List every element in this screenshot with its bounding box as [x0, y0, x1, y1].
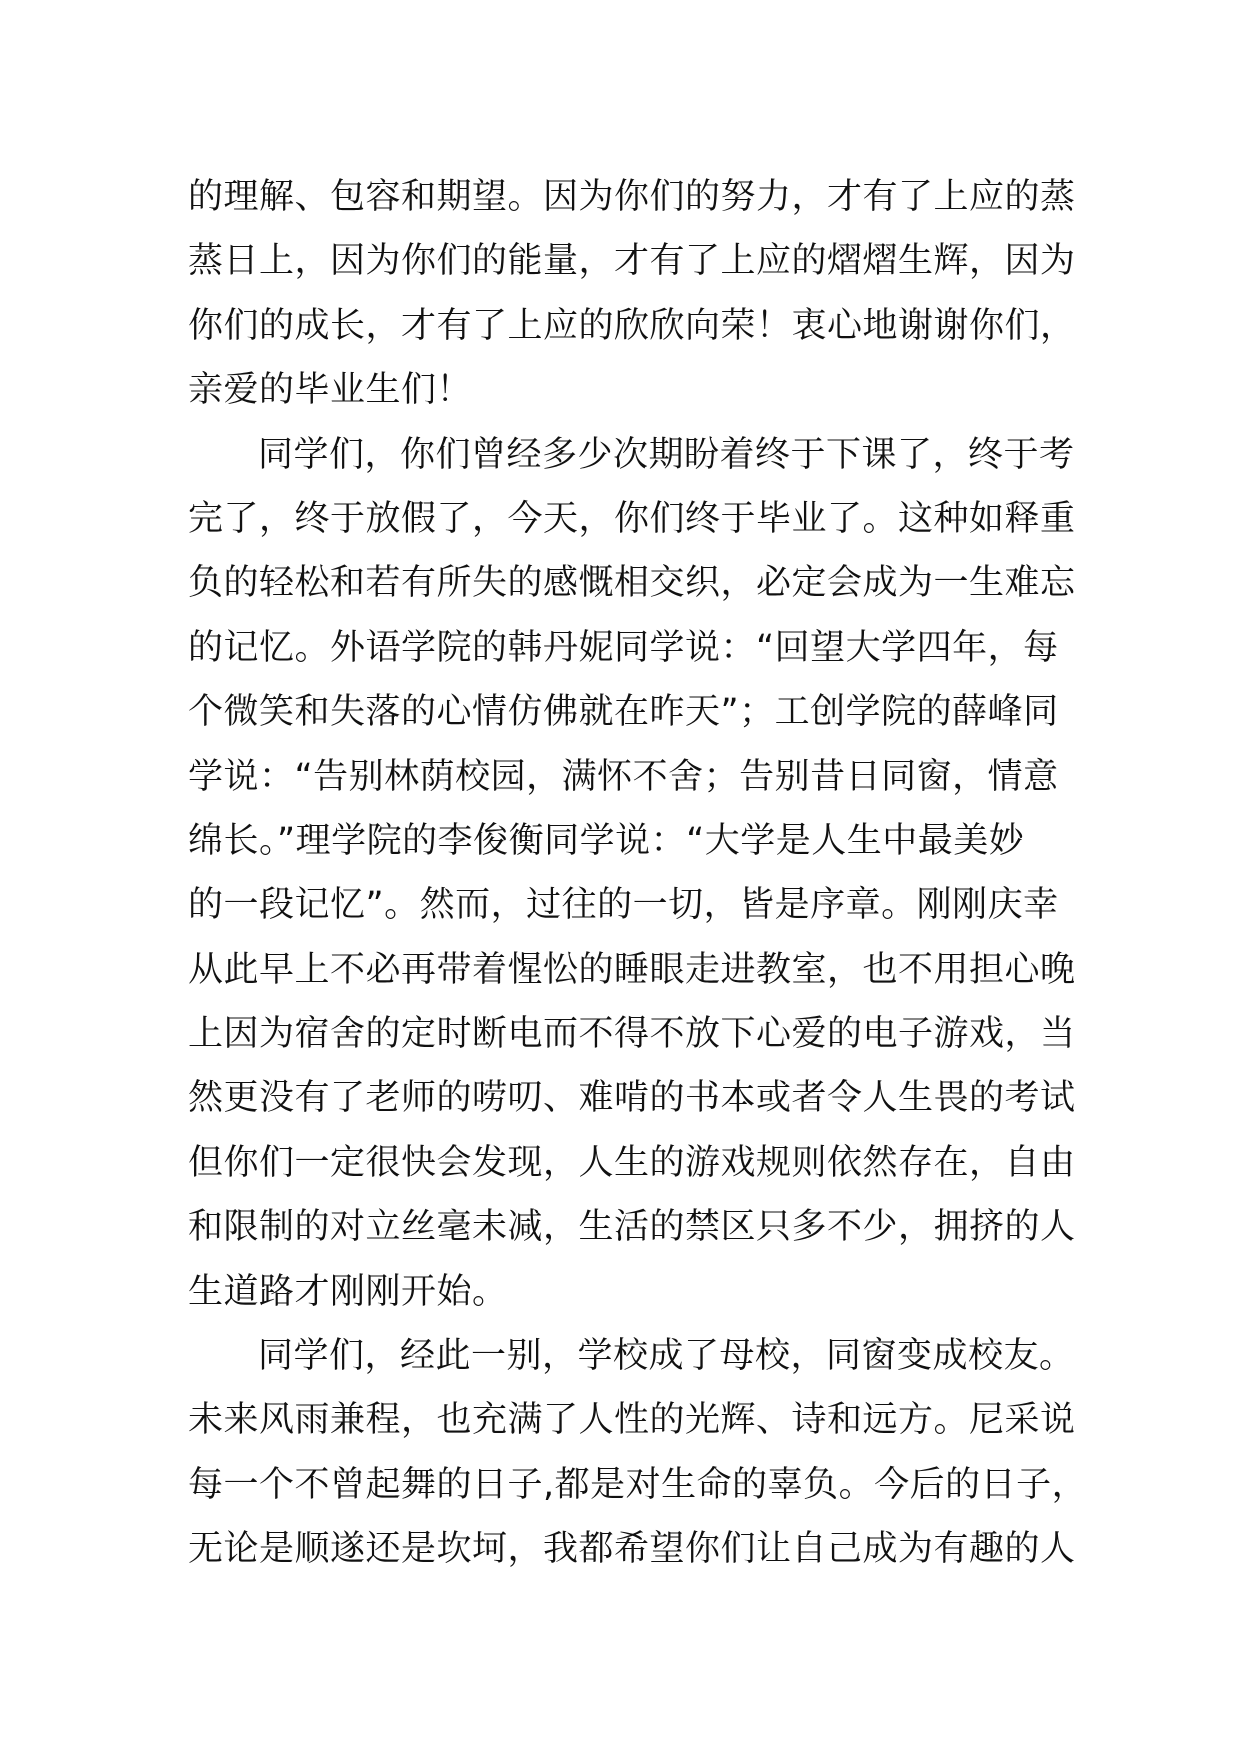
text-line: 学说：“告别林荫校园，满怀不舍；告别昔日同窗，情意: [188, 756, 1059, 797]
text-line: 未来风雨兼程，也充满了人性的光辉、诗和远方。尼采说: [188, 1400, 1076, 1441]
paragraph-first-line: 同学们，你们曾经多少次期盼着终于下课了，终于考: [258, 434, 1075, 475]
text-line: 亲爱的毕业生们！: [188, 370, 473, 411]
text-line: 的记忆。外语学院的韩丹妮同学说：“回望大学四年，每: [188, 627, 1059, 668]
text-line: 完了，终于放假了，今天，你们终于毕业了。这种如释重: [188, 498, 1076, 539]
text-line: 和限制的对立丝毫未减，生活的禁区只多不少，拥挤的人: [188, 1207, 1076, 1248]
text-line: 但你们一定很快会发现，人生的游戏规则依然存在，自由: [188, 1142, 1076, 1183]
body-text: [188, 165, 1088, 1582]
text-line: 你们的成长，才有了上应的欣欣向荣！衷心地谢谢你们，: [188, 305, 1076, 346]
text-line: 负的轻松和若有所失的感慨相交织，必定会成为一生难忘: [188, 563, 1076, 604]
text-line: 无论是顺遂还是坎坷，我都希望你们让自己成为有趣的人: [188, 1529, 1076, 1570]
text-line: 的理解、包容和期望。因为你们的努力，才有了上应的蒸: [188, 177, 1076, 217]
text-line: 生道路才刚刚开始。: [188, 1271, 508, 1312]
paragraph-first-line: 同学们，经此一别，学校成了母校，同窗变成校友。: [258, 1336, 1075, 1377]
text-line: 蒸日上，因为你们的能量，才有了上应的熠熠生辉，因为: [188, 241, 1076, 282]
text-line: 然更没有了老师的唠叨、难啃的书本或者令人生畏的考试: [188, 1078, 1076, 1119]
text-line: 上因为宿舍的定时断电而不得不放下心爱的电子游戏，当: [188, 1014, 1076, 1055]
text-line: 个微笑和失落的心情仿佛就在昨天”；工创学院的薛峰同: [188, 692, 1059, 733]
text-line: 绵长。”理学院的李俊衡同学说：“大学是人生中最美妙: [188, 820, 1025, 861]
text-line: 的一段记忆”。然而，过往的一切，皆是序章。刚刚庆幸: [188, 885, 1059, 926]
text-line: 每一个不曾起舞的日子,都是对生命的辜负。今后的日子，: [188, 1464, 1088, 1505]
text-line: 从此早上不必再带着惺忪的睡眼走进教室，也不用担心晚: [188, 949, 1076, 990]
